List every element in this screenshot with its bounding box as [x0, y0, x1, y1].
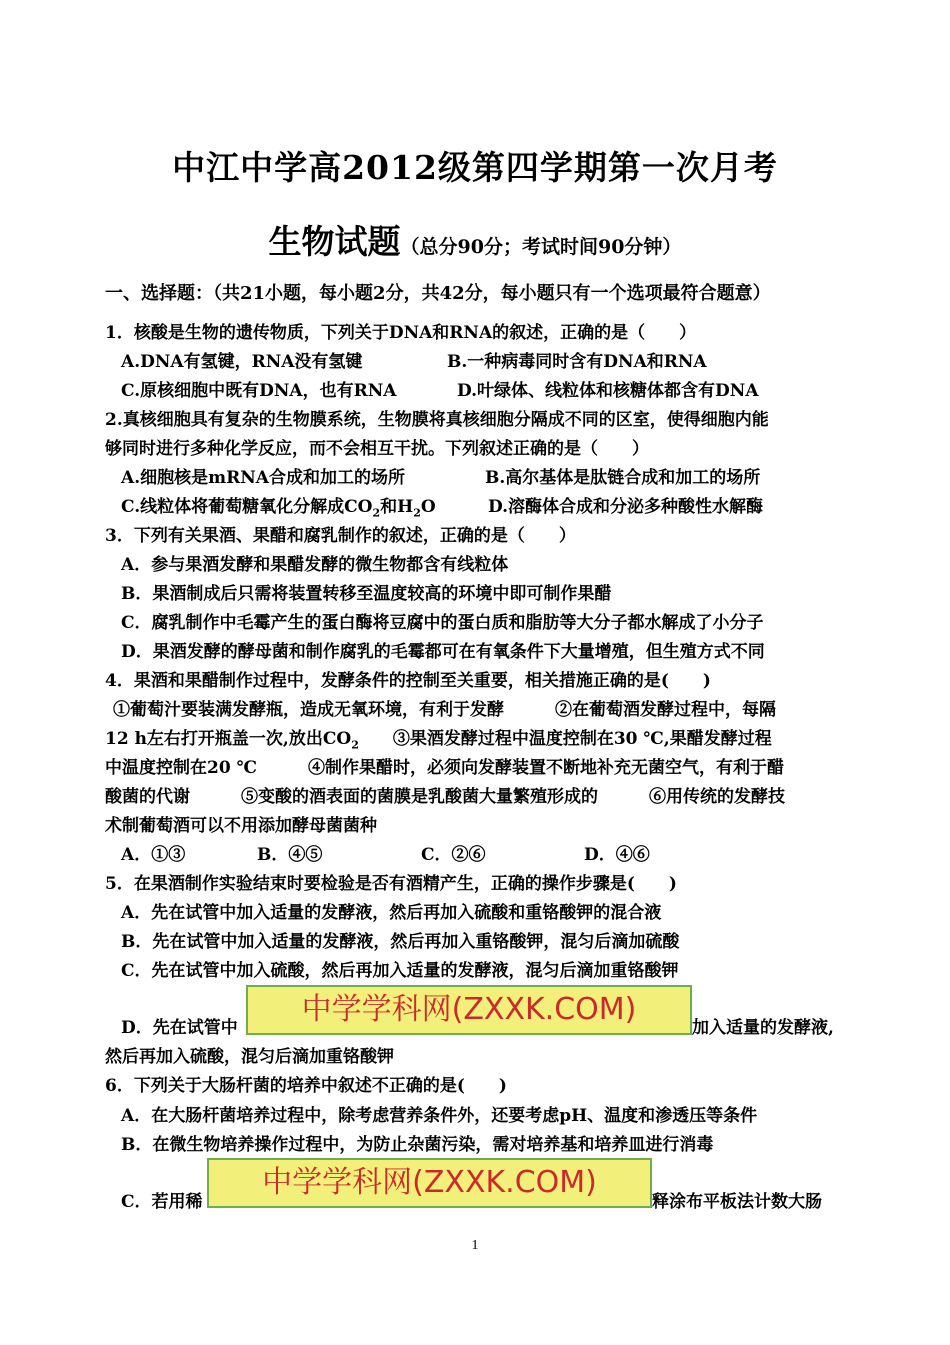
question-2-stem-line1: 2.真核细胞具有复杂的生物膜系统，生物膜将真核细胞分隔成不同的区室，使得细胞内能 [105, 410, 769, 430]
question-2-stem-line2: 够同时进行多种化学反应，而不会相互干扰。下列叙述正确的是（ ） [105, 439, 649, 459]
watermark-banner: 中学学科网(ZXXK.COM) [246, 985, 692, 1035]
question-3-option-b: B．果酒制成后只需将装置转移至温度较高的环境中即可制作果醋 [121, 584, 612, 604]
subject-title: 生物试题 [268, 222, 401, 261]
question-1-option-a: A.DNA有氢键，RNA没有氢键 [121, 352, 363, 372]
question-6-stem: 6．下列关于大肠杆菌的培养中叙述不正确的是( ) [105, 1076, 507, 1096]
question-3-option-c: C．腐乳制作中毛霉产生的蛋白酶将豆腐中的蛋白质和脂肪等大分子都水解成了小分子 [121, 613, 764, 633]
question-5-stem: 5．在果酒制作实验结束时要检验是否有酒精产生，正确的操作步骤是( ) [105, 874, 677, 894]
question-3-option-a: A．参与果酒发酵和果醋发酵的微生物都含有线粒体 [121, 555, 509, 575]
question-3-stem: 3．下列有关果酒、果醋和腐乳制作的叙述，正确的是（ ） [105, 526, 576, 546]
page-number: 1 [471, 1238, 479, 1253]
question-4-statement-line2: 12 h左右打开瓶盖一次,放出$CO_2$ ③果酒发酵过程中温度控制在30 ℃,果醋发酵过程 [105, 729, 772, 752]
question-6-option-a: A．在大肠杆菌培养过程中，除考虑营养条件外，还要考虑pH、温度和渗透压等条件 [121, 1106, 758, 1126]
question-6-option-b: B．在微生物培养操作过程中，为防止杂菌污染，需对培养基和培养皿进行消毒 [121, 1135, 714, 1155]
question-2-option-b: B.高尔基体是肽链合成和加工的场所 [485, 468, 761, 488]
question-4-option-c: C．②⑥ [421, 845, 486, 865]
question-2-option-d: D.溶酶体合成和分泌多种酸性水解酶 [488, 497, 764, 517]
question-4-stem: 4．果酒和果醋制作过程中，发酵条件的控制至关重要，相关措施正确的是( ) [105, 671, 711, 691]
question-6-option-c-end: 释涂布平板法计数大肠 [652, 1192, 822, 1212]
question-2-option-a: A.细胞核是mRNA合成和加工的场所 [121, 468, 405, 488]
question-5-option-b: B．先在试管中加入适量的发酵液，然后再加入重铬酸钾，混匀后滴加硫酸 [121, 932, 680, 952]
question-5-option-d-start: D．先在试管中 [121, 1018, 238, 1038]
question-1-stem: 1．核酸是生物的遗传物质，下列关于DNA和RNA的叙述，正确的是（ ） [105, 323, 697, 343]
question-5-option-d-line2: 然后再加入硫酸，混匀后滴加重铬酸钾 [105, 1047, 394, 1067]
question-5-option-c: C．先在试管中加入硫酸，然后再加入适量的发酵液，混匀后滴加重铬酸钾 [121, 961, 679, 981]
question-4-option-d: D．④⑥ [584, 845, 650, 865]
question-4-statement-line3: 中温度控制在20 ℃ ④制作果醋时，必须向发酵装置不断地补充无菌空气，有利于醋 [105, 758, 784, 778]
exam-title: 中江中学高2012级第四学期第一次月考 [172, 148, 778, 187]
question-4-statement-line4: 酸菌的代谢 ⑤变酸的酒表面的菌膜是乳酸菌大量繁殖形成的 ⑥用传统的发酵技 [105, 787, 785, 807]
question-1-option-d: D.叶绿体、线粒体和核糖体都含有DNA [457, 381, 759, 401]
question-5-option-d-end: 加入适量的发酵液, [692, 1018, 834, 1038]
question-4-statement-line1: ①葡萄汁要装满发酵瓶，造成无氧环境，有利于发酵 ②在葡萄酒发酵过程中，每隔 [113, 700, 776, 720]
exam-subtitle [0, 216, 950, 263]
question-2-option-c: C.线粒体将葡萄糖氧化分解成$CO_2$和$H_2O$ [121, 497, 436, 520]
question-5-option-a: A．先在试管中加入适量的发酵液，然后再加入硫酸和重铬酸钾的混合液 [121, 903, 662, 923]
question-6-option-c-start: C．若用稀 [121, 1192, 203, 1212]
question-1-option-c: C.原核细胞中既有DNA，也有RNA [121, 381, 397, 401]
question-3-option-d: D．果酒发酵的酵母菌和制作腐乳的毛霉都可在有氧条件下大量增殖，但生殖方式不同 [121, 642, 765, 662]
question-4-option-b: B．④⑤ [257, 845, 323, 865]
section-heading: 一、选择题：（共21小题，每小题2分，共42分，每小题只有一个选项最符合题意） [105, 283, 771, 304]
question-4-statement-line5: 术制葡萄酒可以不用添加酵母菌菌种 [105, 816, 377, 836]
exam-info: （总分90分；考试时间90分钟） [400, 236, 682, 258]
question-4-option-a: A．①③ [121, 845, 186, 865]
watermark-banner: 中学学科网(ZXXK.COM) [207, 1158, 652, 1208]
question-1-option-b: B.一种病毒同时含有DNA和RNA [447, 352, 707, 372]
